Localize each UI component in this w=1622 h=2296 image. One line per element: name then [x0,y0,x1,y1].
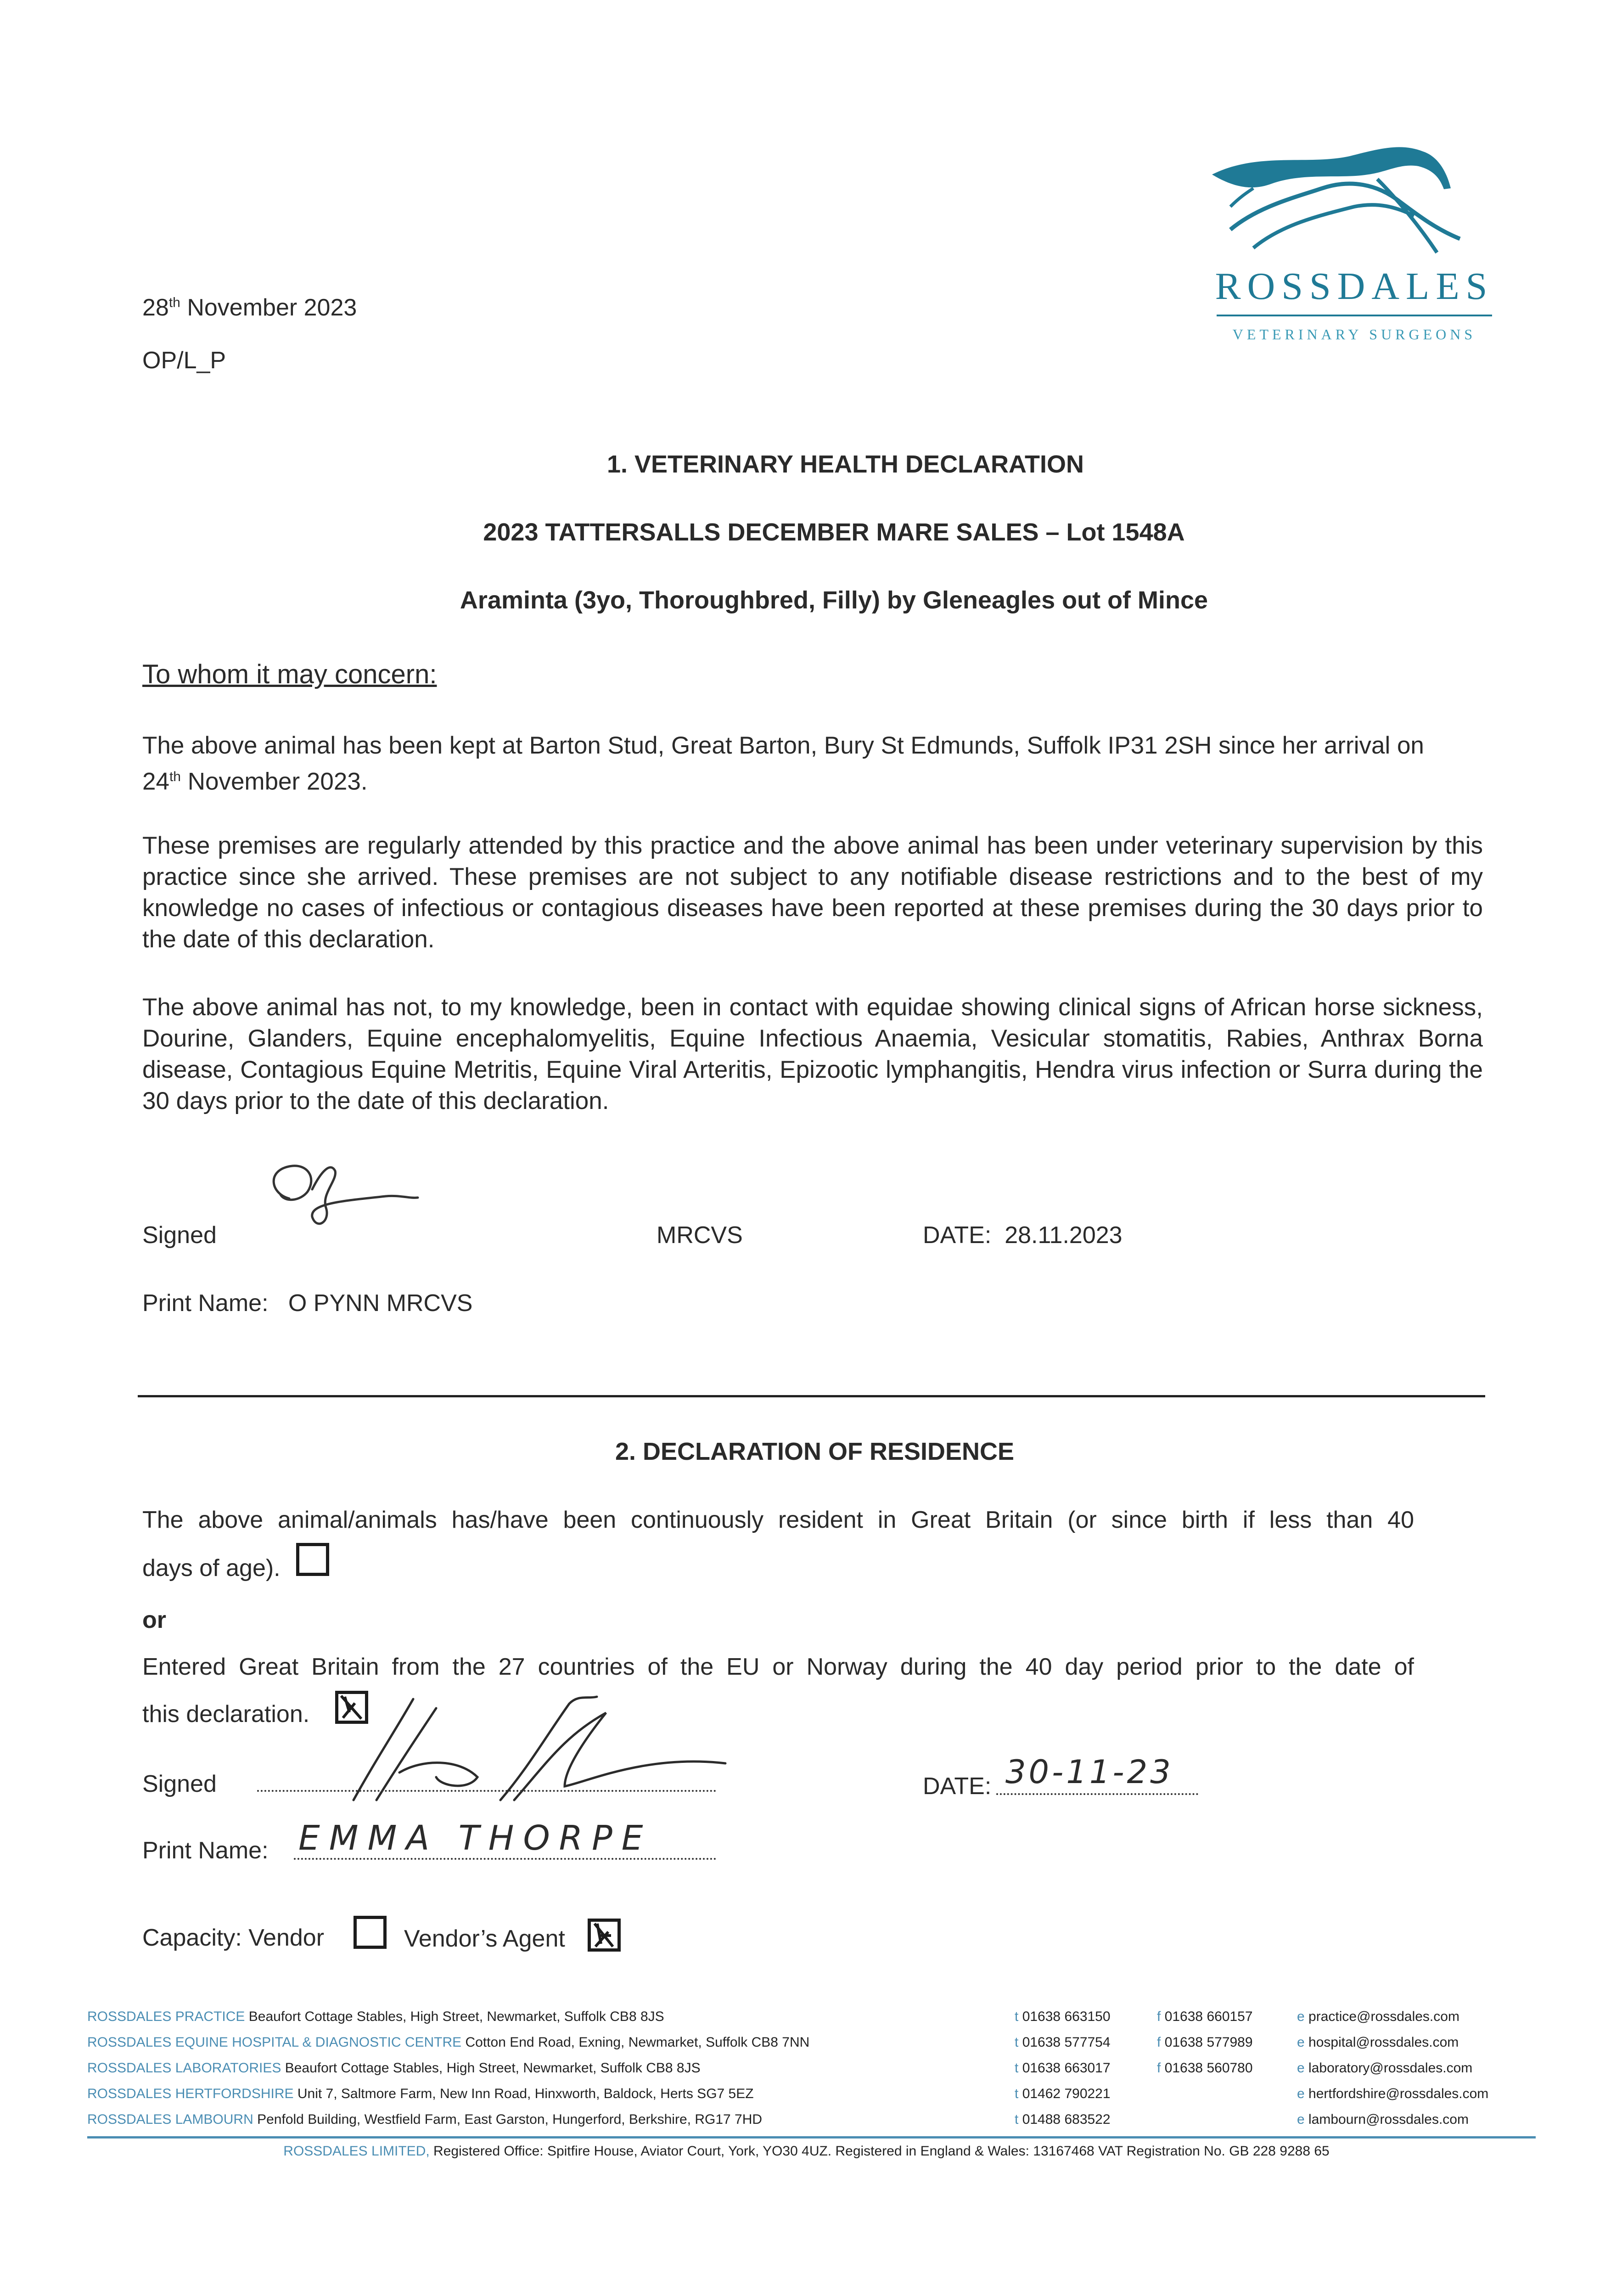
vendor-checkbox[interactable] [354,1916,387,1949]
option2-text: Entered Great Britain from the 27 countries of the EU or Norway during the 40 day period prior to the date of [142,1654,1414,1680]
reference-code: OP/L_P [142,347,226,374]
footer-row: ROSSDALES PRACTICE Beaufort Cottage Stables, High Street, Newmarket, Suffolk CB8 8JS [87,2009,664,2024]
footer-divider [87,2136,1536,2138]
signed-label-1: Signed [142,1222,217,1249]
capacity-label: Capacity: Vendor [142,1925,325,1951]
vet-date: DATE: 28.11.2023 [923,1222,1122,1249]
sale-title: 2023 TATTERSALLS DECEMBER MARE SALES – Lot 1548A [483,518,1185,546]
footer-email[interactable]: e hertfordshire@rossdales.com [1297,2086,1489,2101]
mrcvs-label: MRCVS [657,1222,743,1249]
option1-text: The above animal/animals has/have been continuously resident in Great Britain (or since birth if less than 40 [142,1507,1414,1533]
footer-email[interactable]: e practice@rossdales.com [1297,2009,1459,2024]
vet-signature [262,1157,436,1240]
signature-line [257,1790,716,1792]
print-name-line [294,1858,716,1860]
footer-tel[interactable]: t 01462 790221 [1015,2086,1111,2101]
footer-tel[interactable]: t 01638 577754 [1015,2035,1111,2050]
horse-logo-icon [1203,138,1497,266]
option1-text-end: days of age). [142,1555,281,1581]
date-label-2: DATE: [923,1773,992,1800]
footer-row: ROSSDALES LAMBOURN Penfold Building, Westfield Farm, East Garston, Hungerford, Berkshire, RG17 7HD [87,2112,763,2127]
signed-label-2: Signed [142,1771,217,1797]
or-label: or [142,1607,166,1633]
registered-office: ROSSDALES LIMITED, Registered Office: Spitfire House, Aviator Court, York, YO30 4UZ. Registered in England & Wales: 13167468 VAT Registration No. GB 228 9288 65 [283,2144,1330,2159]
footer-row: ROSSDALES LABORATORIES Beaufort Cottage Stables, High Street, Newmarket, Suffolk CB8 8JS [87,2060,701,2076]
footer-tel[interactable]: t 01638 663017 [1015,2060,1111,2076]
footer-fax: f 01638 660157 [1157,2009,1253,2024]
footer-fax: f 01638 577989 [1157,2035,1253,2050]
footer-row: ROSSDALES EQUINE HOSPITAL & DIAGNOSTIC CENTRE Cotton End Road, Exning, Newmarket, Suffolk CB8 7NN [87,2035,810,2050]
date-line [996,1793,1198,1795]
residence-checkbox[interactable] [296,1543,329,1576]
footer-email[interactable]: e lambourn@rossdales.com [1297,2112,1469,2127]
vendor-date-value[interactable]: 30-11-23 [1005,1753,1173,1791]
check-x-icon [591,1922,617,1948]
rossdales-logo [1203,138,1497,354]
footer-tel[interactable]: t 01638 663150 [1015,2009,1111,2024]
paragraph-contact: The above animal has not, to my knowledge, been in contact with equidae showing clinical signs of African horse sickness, Dourine, Glanders, Equine encephalomyelitis, Equine Infectious Anaemia, Vesicular stomatitis, Rabies, Anthrax Borna disease, Contagious Equine Metritis, Equine Viral Arteritis, Epizootic lymphangitis, Hendra virus infection or Surra during the 30 days prior to the date of this declaration. [142,994,1483,1114]
section1-heading: 1. VETERINARY HEALTH DECLARATION [606,450,1084,478]
option2-text-end: this declaration. [142,1701,310,1728]
vet-print-name: Print Name: O PYNN MRCVS [142,1290,473,1317]
section2-heading: 2. DECLARATION OF RESIDENCE [615,1438,1015,1465]
horse-description: Araminta (3yo, Thoroughbred, Filly) by Gleneagles out of Mince [460,586,1208,614]
footer-email[interactable]: e laboratory@rossdales.com [1297,2060,1473,2076]
footer-tel[interactable]: t 01488 683522 [1015,2112,1111,2127]
footer-fax: f 01638 560780 [1157,2060,1253,2076]
vendor-print-name-value[interactable]: EMMA THORPE [298,1818,652,1858]
paragraph-supervision: These premises are regularly attended by this practice and the above animal has been under veterinary supervision by this practice since she arrived. These premises are not subject to any notifiable disease restrictions and to the best of my knowledge no cases of infectious or contagious diseases have been reported at these premises during the 30 days prior to the date of this declaration. [142,832,1483,953]
logo-wordmark: ROSSDALES [1215,265,1494,308]
footer-email[interactable]: e hospital@rossdales.com [1297,2035,1459,2050]
salutation: To whom it may concern: [142,659,437,689]
paragraph-kept: The above animal has been kept at Barton Stud, Great Barton, Bury St Edmunds, Suffolk IP31 2SH since her arrival on 24th November 2023. [142,732,1424,795]
vendor-agent-label: Vendor’s Agent [404,1925,565,1952]
vendor-agent-checkbox[interactable] [588,1919,621,1952]
footer-row: ROSSDALES HERTFORDSHIRE Unit 7, Saltmore Farm, New Inn Road, Hinxworth, Baldock, Herts SG7 5EZ [87,2086,754,2101]
print-name-label-2: Print Name: [142,1837,269,1864]
logo-divider [1217,315,1492,316]
logo-subtitle: VETERINARY SURGEONS [1232,326,1476,343]
section-divider [138,1395,1485,1397]
letter-date: 28th November 2023 [142,294,357,321]
